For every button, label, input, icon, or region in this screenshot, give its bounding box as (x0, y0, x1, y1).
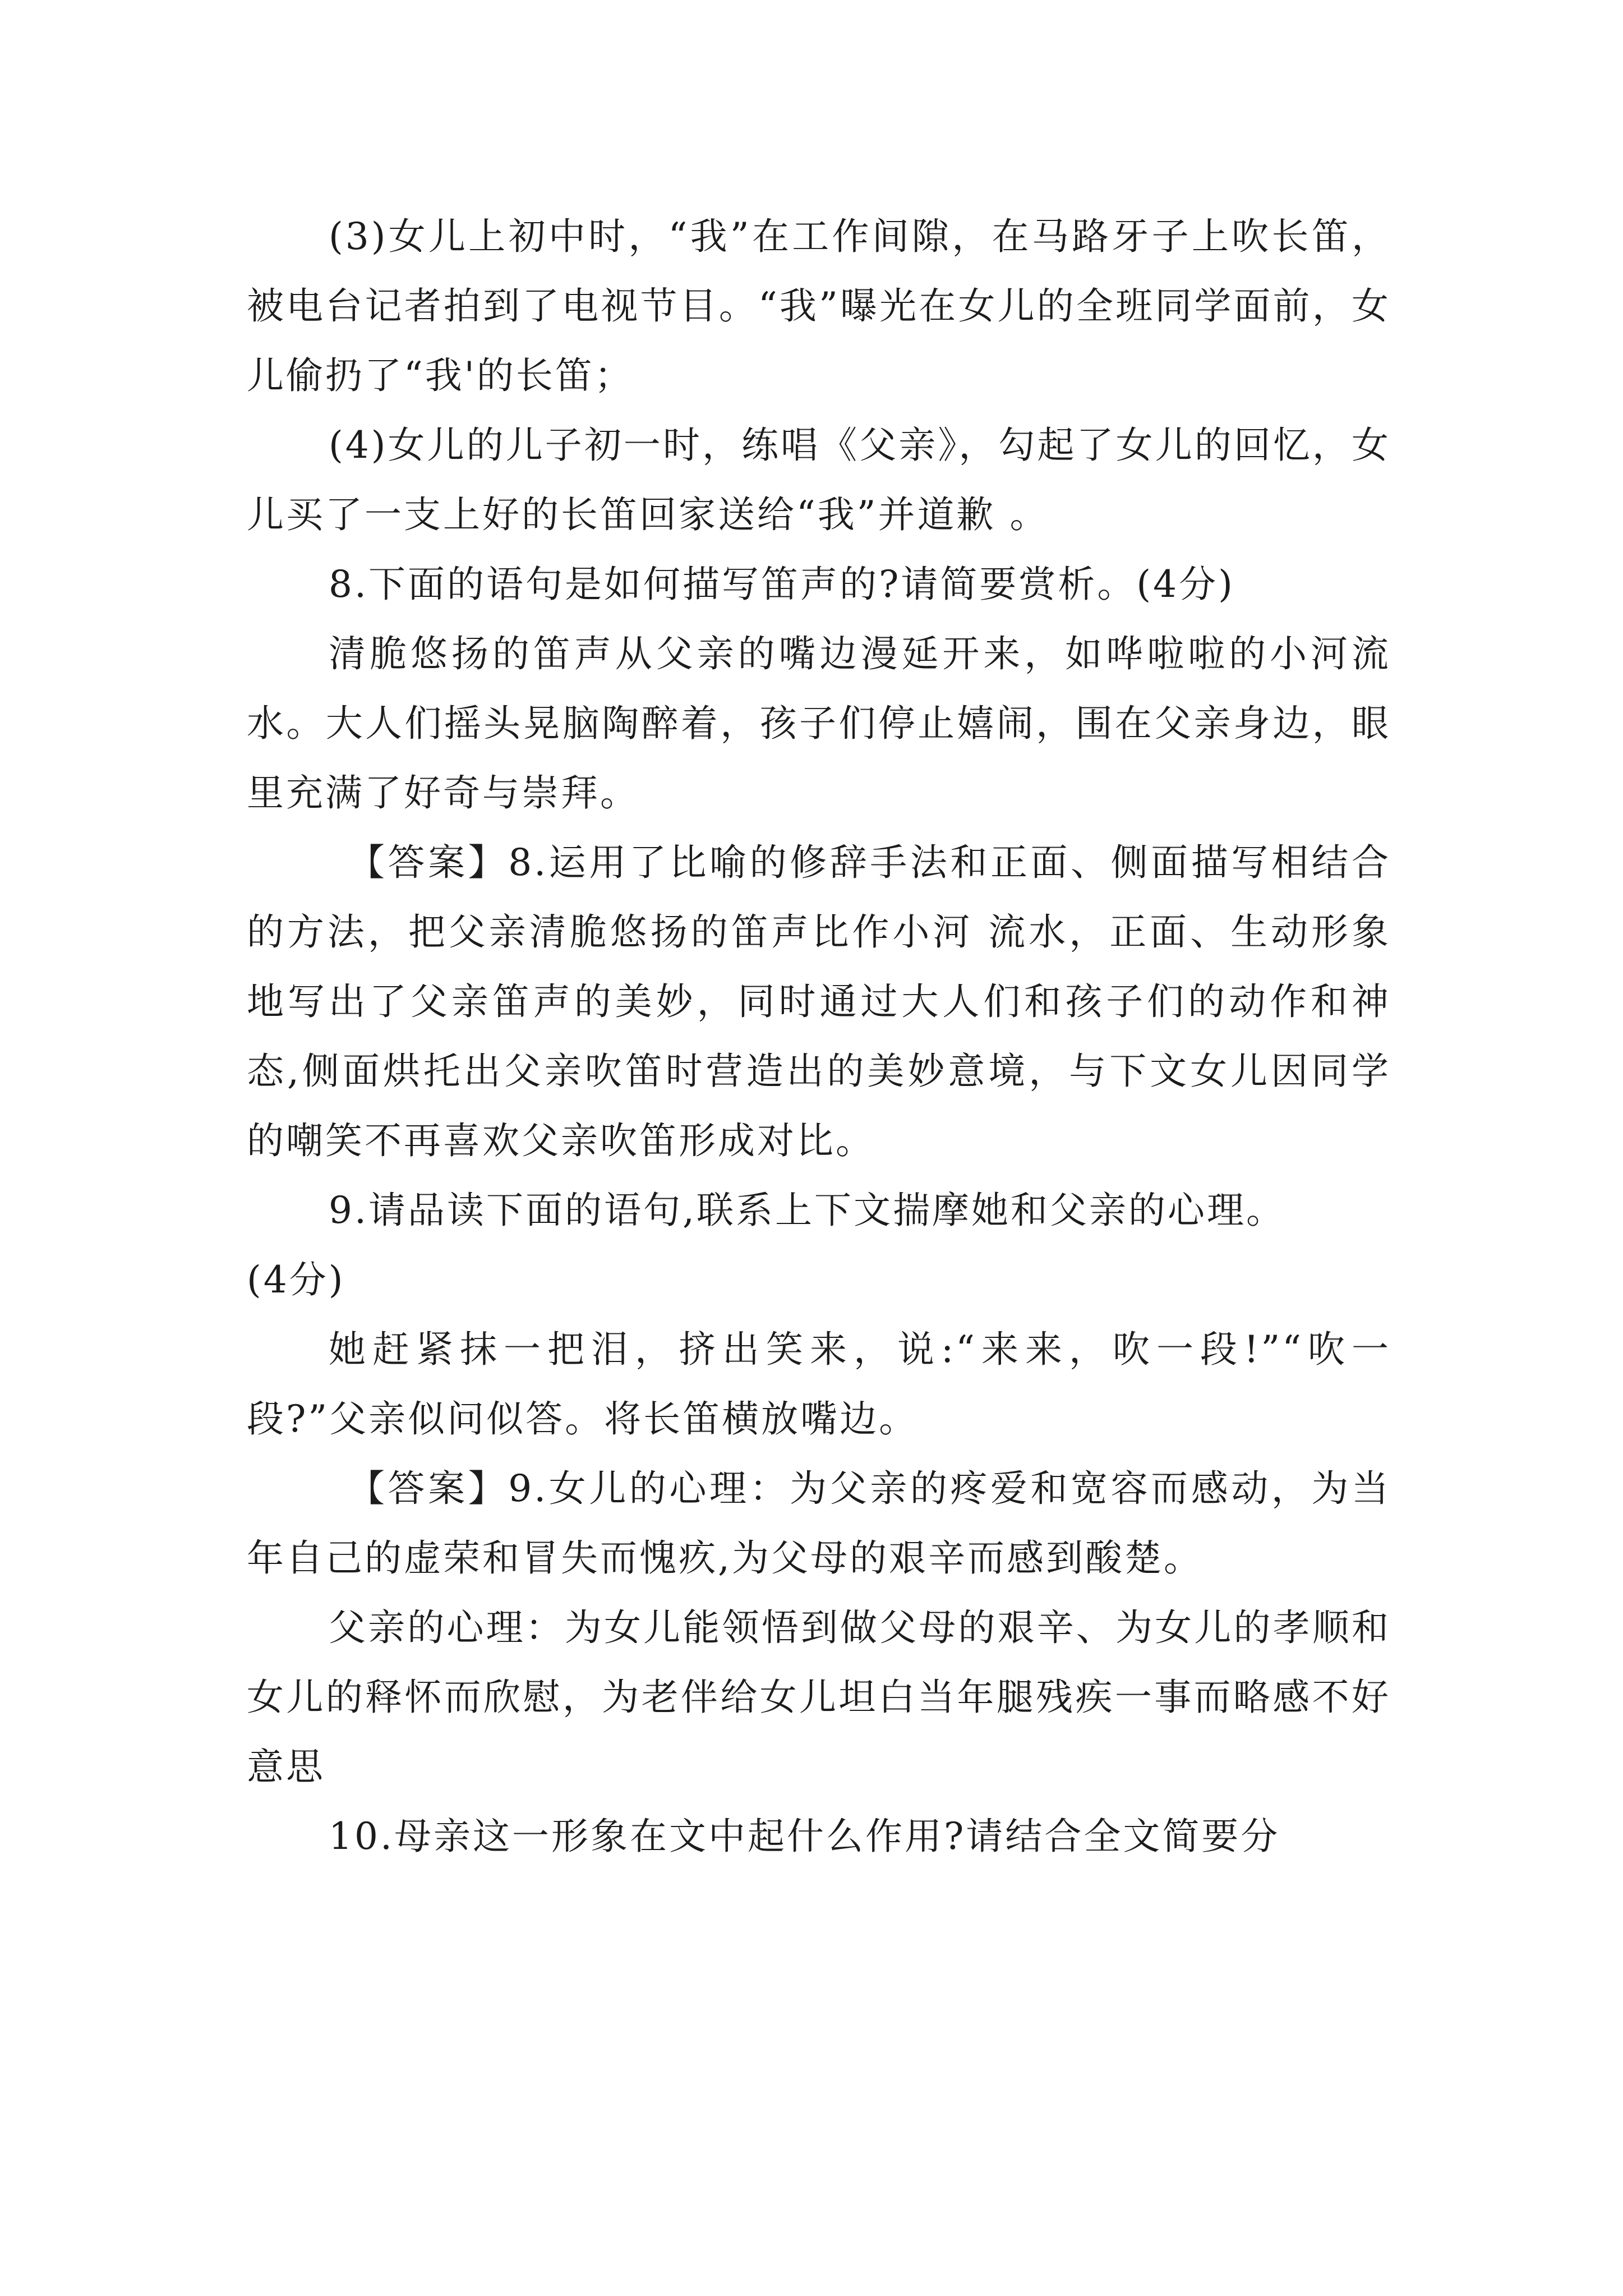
quoted-passage-9: 她赶紧抹一把泪，挤出笑来，说:“来来，吹一段!”“吹一段?”父亲似问似答。将长笛横放嘴边。 (247, 1328, 1391, 1441)
question-10: 10.母亲这一形象在文中起什么作用?请结合全文简要分 (329, 1815, 1280, 1858)
answer-8: 【答案】8.运用了比喻的修辞手法和正面、侧面描写相结合的方法，把父亲清脆悠扬的笛声比作小河 流水，正面、生动形象地写出了父亲笛声的美妙，同时通过大人们和孩子们的动作和神态,侧面烘托出父亲吹笛时营造出的美妙意境，与下文女儿因同学的嘲笑不再喜欢父亲吹笛形成对比。 (247, 841, 1391, 1162)
paragraph-item-4: (4)女儿的儿子初一时，练唱《父亲》，勾起了女儿的回忆，女儿买了一支上好的长笛回家送给“我”并道歉 。 (247, 424, 1391, 536)
quoted-passage-8: 清脆悠扬的笛声从父亲的嘴边漫延开来，如哗啦啦的小河流水。大人们摇头晃脑陶醉着，孩子们停止嬉闹，围在父亲身边，眼里充满了好奇与崇拜。 (247, 632, 1391, 815)
question-9: 9.请品读下面的语句,联系上下文揣摩她和父亲的心理。 (329, 1189, 1285, 1232)
question-9-score: (4分) (247, 1258, 345, 1301)
paragraph-item-3: (3)女儿上初中时，“我”在工作间隙，在马路牙子上吹长笛，被电台记者拍到了电视节目。“我”曝光在女儿的全班同学面前，女儿偷扔了“我'的长笛； (247, 215, 1391, 397)
question-8: 8.下面的语句是如何描写笛声的?请简要赏析。(4分) (329, 563, 1235, 606)
document-body (247, 202, 1391, 1871)
answer-9-daughter: 【答案】9.女儿的心理：为父亲的疼爱和宽容而感动，为当年自己的虚荣和冒失而愧疚,为父母的艰辛而感到酸楚。 (247, 1467, 1391, 1580)
answer-9-father: 父亲的心理：为女儿能领悟到做父母的艰辛、为女儿的孝顺和女儿的释怀而欣慰，为老伴给女儿坦白当年腿残疾一事而略感不好意思 (247, 1606, 1391, 1788)
